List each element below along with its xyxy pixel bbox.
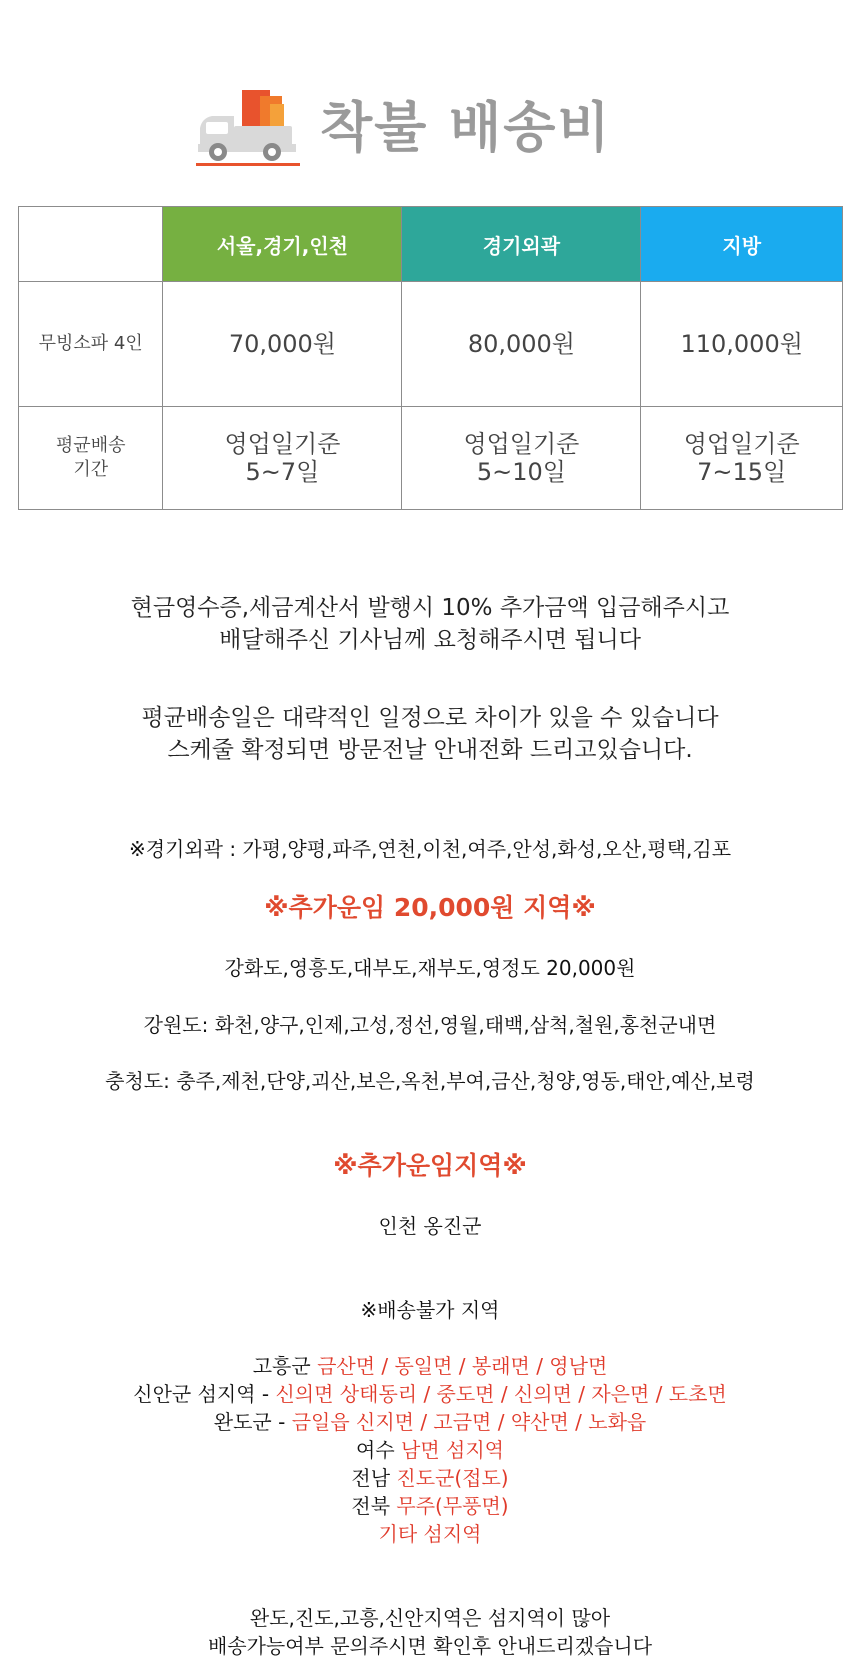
- period-cell-outskirts: 영업일기준 5~10일: [402, 407, 641, 510]
- extra-region-line: 인천 옹진군: [378, 1214, 482, 1238]
- list-item: 전북 무주(무풍면): [351, 1494, 509, 1518]
- page-header: [0, 84, 860, 172]
- list-item: 고흥군 금산면 / 동일면 / 봉래면 / 영남면: [252, 1354, 608, 1378]
- period-cell-capital: 영업일기준 5~7일: [163, 407, 402, 510]
- price-cell-capital: 70,000원: [163, 282, 402, 407]
- receipt-note: 현금영수증,세금계산서 발행시 10% 추가금액 입금해주시고 배달해주신 기사님께 요청해주시면 됩니다: [130, 595, 730, 653]
- schedule-note: 평균배송일은 대략적인 일정으로 차이가 있을 수 있습니다 스케줄 확정되면 방문전날 안내전화 드리고있습니다.: [141, 705, 719, 763]
- row-label-product: 무빙소파 4인: [19, 282, 163, 407]
- price-cell-outskirts: 80,000원: [402, 282, 641, 407]
- table-corner-cell: [19, 207, 163, 282]
- list-item: 신안군 섬지역 - 신의면 상태동리 / 중도면 / 신의면 / 자은면 / 도초면: [133, 1382, 727, 1406]
- period-cell-provinces: 영업일기준 7~15일: [641, 407, 843, 510]
- row-label-period: 평균배송 기간: [19, 407, 163, 510]
- extra-fee-chungcheong: 충청도: 충주,제천,단양,괴산,보은,옥천,부여,금산,청양,영동,태안,예산,보령: [105, 1069, 755, 1093]
- list-item: 여수 남면 섬지역: [356, 1438, 504, 1462]
- table-row: [19, 407, 843, 510]
- extra-fee-islands: 강화도,영흥도,대부도,재부도,영정도 20,000원: [224, 956, 636, 980]
- delivery-truck-icon: [196, 84, 306, 172]
- table-row: [19, 282, 843, 407]
- table-header-row: [19, 207, 843, 282]
- price-cell-provinces: 110,000원: [641, 282, 843, 407]
- page-title: 착불 배송비: [320, 96, 612, 159]
- shipping-fee-table: [18, 206, 843, 510]
- list-item: 기타 섬지역: [378, 1522, 482, 1546]
- no-delivery-list: [0, 1352, 860, 1548]
- column-header-outskirts: 경기외곽: [402, 207, 641, 282]
- column-header-provinces: 지방: [641, 207, 843, 282]
- column-header-capital: 서울,경기,인천: [163, 207, 402, 282]
- extra-fee-gangwon: 강원도: 화천,양구,인제,고성,정선,영월,태백,삼척,철원,홍천군내면: [143, 1013, 717, 1037]
- list-item: 완도군 - 금일읍 신지면 / 고금면 / 약산면 / 노화읍: [213, 1410, 647, 1434]
- list-item: 전남 진도군(접도): [351, 1466, 509, 1490]
- extra-fee-heading: ※추가운임 20,000원 지역※: [264, 893, 596, 922]
- no-delivery-heading: ※배송불가 지역: [360, 1298, 500, 1322]
- outskirts-list: ※경기외곽 : 가평,양평,파주,연천,이천,여주,안성,화성,오산,평택,김포: [128, 837, 732, 861]
- footer-note: 완도,진도,고흥,신안지역은 섬지역이 많아 배송가능여부 문의주시면 확인후 안내드리겠습니다: [207, 1606, 653, 1658]
- extra-region-heading: ※추가운임지역※: [333, 1151, 527, 1180]
